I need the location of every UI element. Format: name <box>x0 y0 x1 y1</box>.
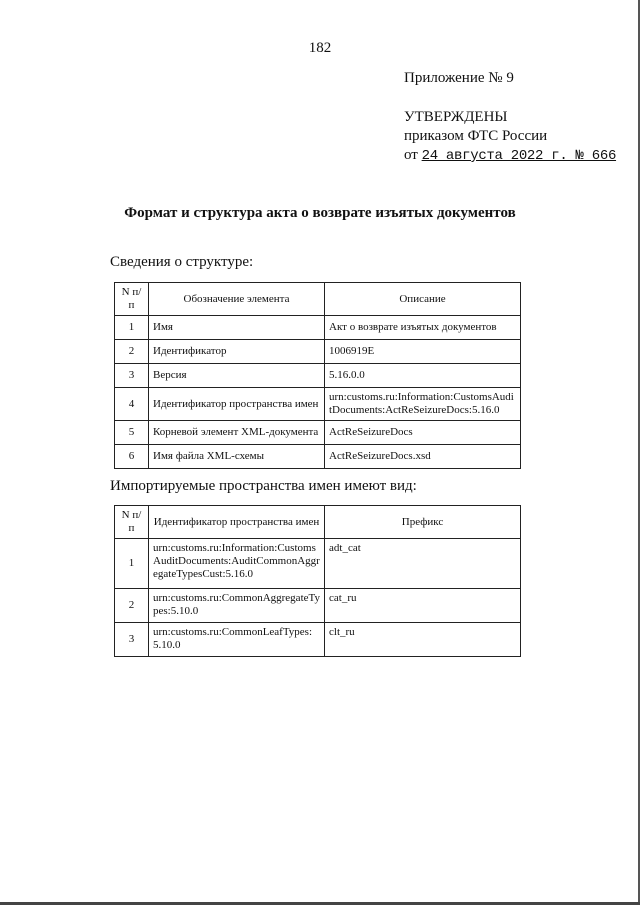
namespace-identifier: urn:customs.ru:Information:CustomsAuditDocuments:AuditCommonAggregateTypesCust:5.16.0 <box>149 539 325 589</box>
row-number: 4 <box>115 388 149 421</box>
row-number: 6 <box>115 445 149 469</box>
column-header: Описание <box>325 283 521 316</box>
element-designation: Имя файла XML-схемы <box>149 445 325 469</box>
element-description: ActReSeizureDocs.xsd <box>325 445 521 469</box>
row-number: 1 <box>115 539 149 589</box>
element-description: 1006919E <box>325 340 521 364</box>
table-header-row <box>115 283 521 316</box>
element-description: 5.16.0.0 <box>325 364 521 388</box>
namespace-prefix: clt_ru <box>325 623 521 657</box>
approved-date-number: 24 августа 2022 г. № 666 <box>421 148 617 164</box>
approved-by-order: приказом ФТС России <box>404 128 548 144</box>
element-designation: Корневой элемент XML-документа <box>149 421 325 445</box>
annex-label: Приложение № 9 <box>404 70 514 86</box>
row-number: 2 <box>115 340 149 364</box>
table-row <box>115 316 521 340</box>
element-designation: Идентификатор пространства имен <box>149 388 325 421</box>
approved-date-prefix: от <box>404 147 418 163</box>
table-row <box>115 539 521 589</box>
namespaces-table <box>114 505 521 657</box>
approval-block <box>404 108 616 166</box>
approved-date-line <box>404 146 616 166</box>
element-description: Акт о возврате изъятых документов <box>325 316 521 340</box>
element-designation: Версия <box>149 364 325 388</box>
table-row <box>115 421 521 445</box>
table-header-row <box>115 506 521 539</box>
table-row <box>115 388 521 421</box>
namespace-prefix: cat_ru <box>325 589 521 623</box>
row-number: 1 <box>115 316 149 340</box>
document-title: Формат и структура акта о возврате изъятых документов <box>124 205 516 221</box>
table-row <box>115 589 521 623</box>
row-number: 3 <box>115 364 149 388</box>
column-header: Префикс <box>325 506 521 539</box>
namespace-identifier: urn:customs.ru:CommonLeafTypes:5.10.0 <box>149 623 325 657</box>
page-number: 182 <box>308 40 332 56</box>
table-row <box>115 364 521 388</box>
row-number: 2 <box>115 589 149 623</box>
element-description: urn:customs.ru:Information:CustomsAuditDocuments:ActReSeizureDocs:5.16.0 <box>325 388 521 421</box>
structure-table <box>114 282 521 469</box>
approved-heading: УТВЕРЖДЕНЫ <box>404 109 508 125</box>
table-row <box>115 445 521 469</box>
element-designation: Идентификатор <box>149 340 325 364</box>
element-designation: Имя <box>149 316 325 340</box>
row-number: 5 <box>115 421 149 445</box>
element-description: ActReSeizureDocs <box>325 421 521 445</box>
column-header: Идентификатор пространства имен <box>149 506 325 539</box>
namespace-identifier: urn:customs.ru:CommonAggregateTypes:5.10.0 <box>149 589 325 623</box>
structure-label: Сведения о структуре: <box>110 254 254 270</box>
table-row <box>115 623 521 657</box>
column-header: Обозначение элемента <box>149 283 325 316</box>
table-row <box>115 340 521 364</box>
row-number: 3 <box>115 623 149 657</box>
column-header: N п/п <box>115 283 149 316</box>
namespaces-label: Импортируемые пространства имен имеют вид: <box>110 478 417 494</box>
namespace-prefix: adt_cat <box>325 539 521 589</box>
column-header: N п/п <box>115 506 149 539</box>
